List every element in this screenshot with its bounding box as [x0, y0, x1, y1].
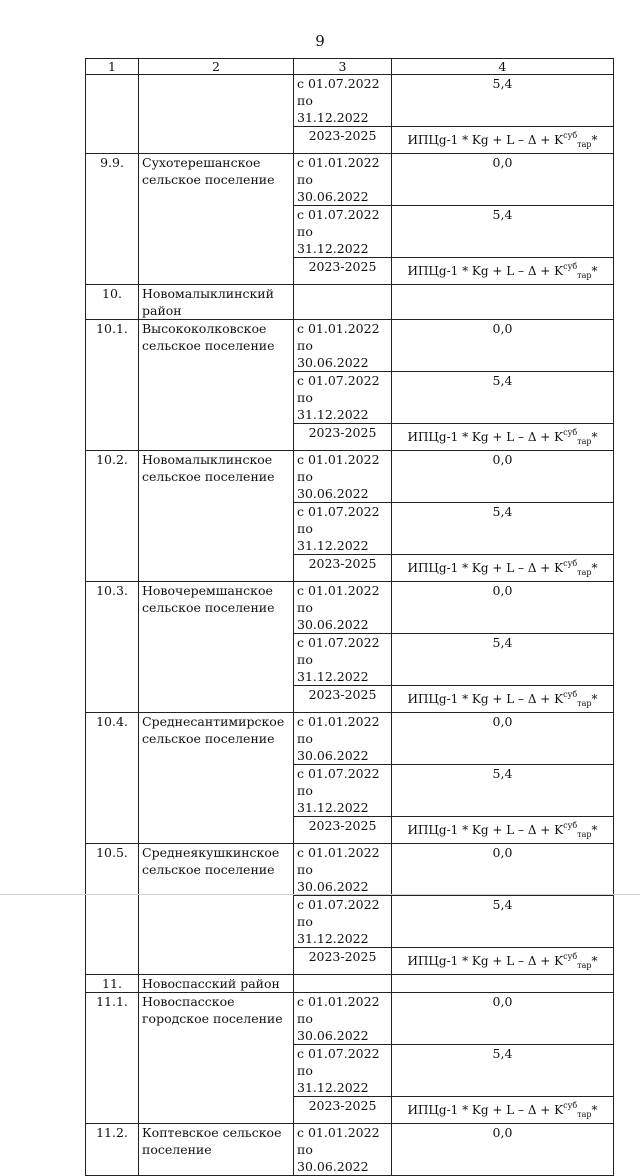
- value-cell: 0,0: [392, 713, 614, 765]
- settlement-name: Новоспасский район: [139, 975, 294, 993]
- item-number: [86, 75, 139, 154]
- value-cell: 5,4: [392, 372, 614, 424]
- settlement-name: Новочеремшанское сельское поселение: [139, 582, 294, 713]
- header-col-2: 2: [139, 59, 294, 75]
- table-row: [86, 154, 614, 206]
- formula-main: ИПЦg-1 * Kg + L – Δ + K: [407, 561, 564, 575]
- item-number: 9.9.: [86, 154, 139, 285]
- formula-superscript: суб: [563, 262, 578, 271]
- formula-main: ИПЦg-1 * Kg + L – Δ + K: [407, 430, 564, 444]
- formula-main: ИПЦg-1 * Kg + L – Δ + K: [407, 264, 564, 278]
- value-cell: 5,4: [392, 1045, 614, 1097]
- period-cell: с 01.01.2022 по 30.06.2022: [294, 1124, 392, 1176]
- period-cell: с 01.07.2022 по 31.12.2022: [294, 765, 392, 817]
- value-cell: 0,0: [392, 1124, 614, 1176]
- formula-subscript: тар: [577, 1110, 592, 1119]
- period-cell: с 01.07.2022 по 31.12.2022: [294, 206, 392, 258]
- page-number: 9: [315, 32, 325, 50]
- period-cell: 2023-2025: [294, 555, 392, 582]
- table-row: [86, 75, 614, 127]
- period-cell: [294, 975, 392, 993]
- table-row: [86, 451, 614, 503]
- period-cell: 2023-2025: [294, 948, 392, 975]
- table-row: [86, 320, 614, 372]
- period-cell: 2023-2025: [294, 686, 392, 713]
- period-cell: [294, 285, 392, 320]
- period-cell: с 01.07.2022 по 31.12.2022: [294, 75, 392, 127]
- formula-subscript: тар: [577, 568, 592, 577]
- value-cell: 5,4: [392, 75, 614, 127]
- item-number: 11.: [86, 975, 139, 993]
- settlement-name: [139, 75, 294, 154]
- table-row: [86, 1124, 614, 1176]
- tariff-formula: [408, 692, 598, 706]
- tariff-formula: [408, 1103, 598, 1117]
- value-cell: 5,4: [392, 206, 614, 258]
- value-cell: 5,4: [392, 765, 614, 817]
- period-cell: 2023-2025: [294, 817, 392, 844]
- formula-main: ИПЦg-1 * Kg + L – Δ + K: [407, 692, 564, 706]
- settlement-name: Коптевское сельское поселение: [139, 1124, 294, 1176]
- item-number: 10.1.: [86, 320, 139, 451]
- formula-main: ИПЦg-1 * Kg + L – Δ + K: [407, 1103, 564, 1117]
- formula-superscript: суб: [563, 1101, 578, 1110]
- scan-artifact-line: [0, 894, 640, 895]
- settlement-name: Среднеякушкинское сельское поселение: [139, 844, 294, 975]
- tariff-formula: [408, 823, 598, 837]
- period-cell: с 01.01.2022 по 30.06.2022: [294, 451, 392, 503]
- header-col-4: 4: [392, 59, 614, 75]
- item-number: 11.1.: [86, 993, 139, 1124]
- period-cell: с 01.07.2022 по 31.12.2022: [294, 896, 392, 948]
- value-cell: [392, 285, 614, 320]
- value-cell: 5,4: [392, 503, 614, 555]
- value-cell: 0,0: [392, 320, 614, 372]
- formula-superscript: суб: [563, 428, 578, 437]
- table-row: [86, 993, 614, 1045]
- value-cell: [392, 948, 614, 975]
- value-cell: 0,0: [392, 451, 614, 503]
- formula-asterisk: *: [591, 264, 598, 278]
- table-row: [86, 975, 614, 993]
- period-cell: с 01.01.2022 по 30.06.2022: [294, 582, 392, 634]
- formula-superscript: суб: [563, 690, 578, 699]
- settlement-name: Среднесантимирское сельское поселение: [139, 713, 294, 844]
- value-cell: [392, 1097, 614, 1124]
- formula-main: ИПЦg-1 * Kg + L – Δ + K: [407, 133, 564, 147]
- value-cell: [392, 127, 614, 154]
- item-number: 10.3.: [86, 582, 139, 713]
- value-cell: 0,0: [392, 993, 614, 1045]
- value-cell: 5,4: [392, 896, 614, 948]
- value-cell: 5,4: [392, 634, 614, 686]
- table-row: [86, 713, 614, 765]
- settlement-name: Новоспасское городское поселение: [139, 993, 294, 1124]
- period-cell: с 01.01.2022 по 30.06.2022: [294, 844, 392, 896]
- table-row: [86, 582, 614, 634]
- formula-subscript: тар: [577, 437, 592, 446]
- value-cell: [392, 975, 614, 993]
- formula-asterisk: *: [591, 823, 598, 837]
- formula-main: ИПЦg-1 * Kg + L – Δ + K: [407, 954, 564, 968]
- formula-superscript: суб: [563, 821, 578, 830]
- period-cell: с 01.07.2022 по 31.12.2022: [294, 1045, 392, 1097]
- tariff-table: [85, 58, 614, 1176]
- formula-asterisk: *: [591, 561, 598, 575]
- formula-asterisk: *: [591, 954, 598, 968]
- tariff-formula: [408, 954, 598, 968]
- period-cell: с 01.01.2022 по 30.06.2022: [294, 154, 392, 206]
- period-cell: 2023-2025: [294, 1097, 392, 1124]
- value-cell: [392, 817, 614, 844]
- period-cell: с 01.01.2022 по 30.06.2022: [294, 993, 392, 1045]
- table-row: [86, 285, 614, 320]
- settlement-name: Новомалыклинский район: [139, 285, 294, 320]
- formula-subscript: тар: [577, 140, 592, 149]
- formula-superscript: суб: [563, 952, 578, 961]
- table-row: [86, 844, 614, 896]
- value-cell: [392, 424, 614, 451]
- formula-superscript: суб: [563, 559, 578, 568]
- value-cell: 0,0: [392, 154, 614, 206]
- formula-subscript: тар: [577, 830, 592, 839]
- tariff-formula: [408, 264, 598, 278]
- period-cell: с 01.07.2022 по 31.12.2022: [294, 503, 392, 555]
- header-col-1: 1: [86, 59, 139, 75]
- period-cell: 2023-2025: [294, 424, 392, 451]
- period-cell: с 01.07.2022 по 31.12.2022: [294, 372, 392, 424]
- period-cell: с 01.07.2022 по 31.12.2022: [294, 634, 392, 686]
- formula-asterisk: *: [591, 692, 598, 706]
- period-cell: 2023-2025: [294, 258, 392, 285]
- formula-subscript: тар: [577, 271, 592, 280]
- header-col-3: 3: [294, 59, 392, 75]
- table-header-row: [86, 59, 614, 75]
- formula-superscript: суб: [563, 131, 578, 140]
- formula-asterisk: *: [591, 1103, 598, 1117]
- tariff-formula: [408, 133, 598, 147]
- formula-subscript: тар: [577, 961, 592, 970]
- period-cell: с 01.01.2022 по 30.06.2022: [294, 320, 392, 372]
- formula-main: ИПЦg-1 * Kg + L – Δ + K: [407, 823, 564, 837]
- value-cell: [392, 686, 614, 713]
- value-cell: [392, 258, 614, 285]
- formula-asterisk: *: [591, 430, 598, 444]
- item-number: 10.4.: [86, 713, 139, 844]
- formula-subscript: тар: [577, 699, 592, 708]
- formula-asterisk: *: [591, 133, 598, 147]
- item-number: 10.2.: [86, 451, 139, 582]
- period-cell: с 01.01.2022 по 30.06.2022: [294, 713, 392, 765]
- settlement-name: Высококолковское сельское поселение: [139, 320, 294, 451]
- value-cell: 0,0: [392, 582, 614, 634]
- tariff-formula: [408, 430, 598, 444]
- settlement-name: Сухотерешанское сельское поселение: [139, 154, 294, 285]
- item-number: 11.2.: [86, 1124, 139, 1176]
- tariff-formula: [408, 561, 598, 575]
- settlement-name: Новомалыклинское сельское поселение: [139, 451, 294, 582]
- value-cell: 0,0: [392, 844, 614, 896]
- value-cell: [392, 555, 614, 582]
- item-number: 10.5.: [86, 844, 139, 975]
- item-number: 10.: [86, 285, 139, 320]
- period-cell: 2023-2025: [294, 127, 392, 154]
